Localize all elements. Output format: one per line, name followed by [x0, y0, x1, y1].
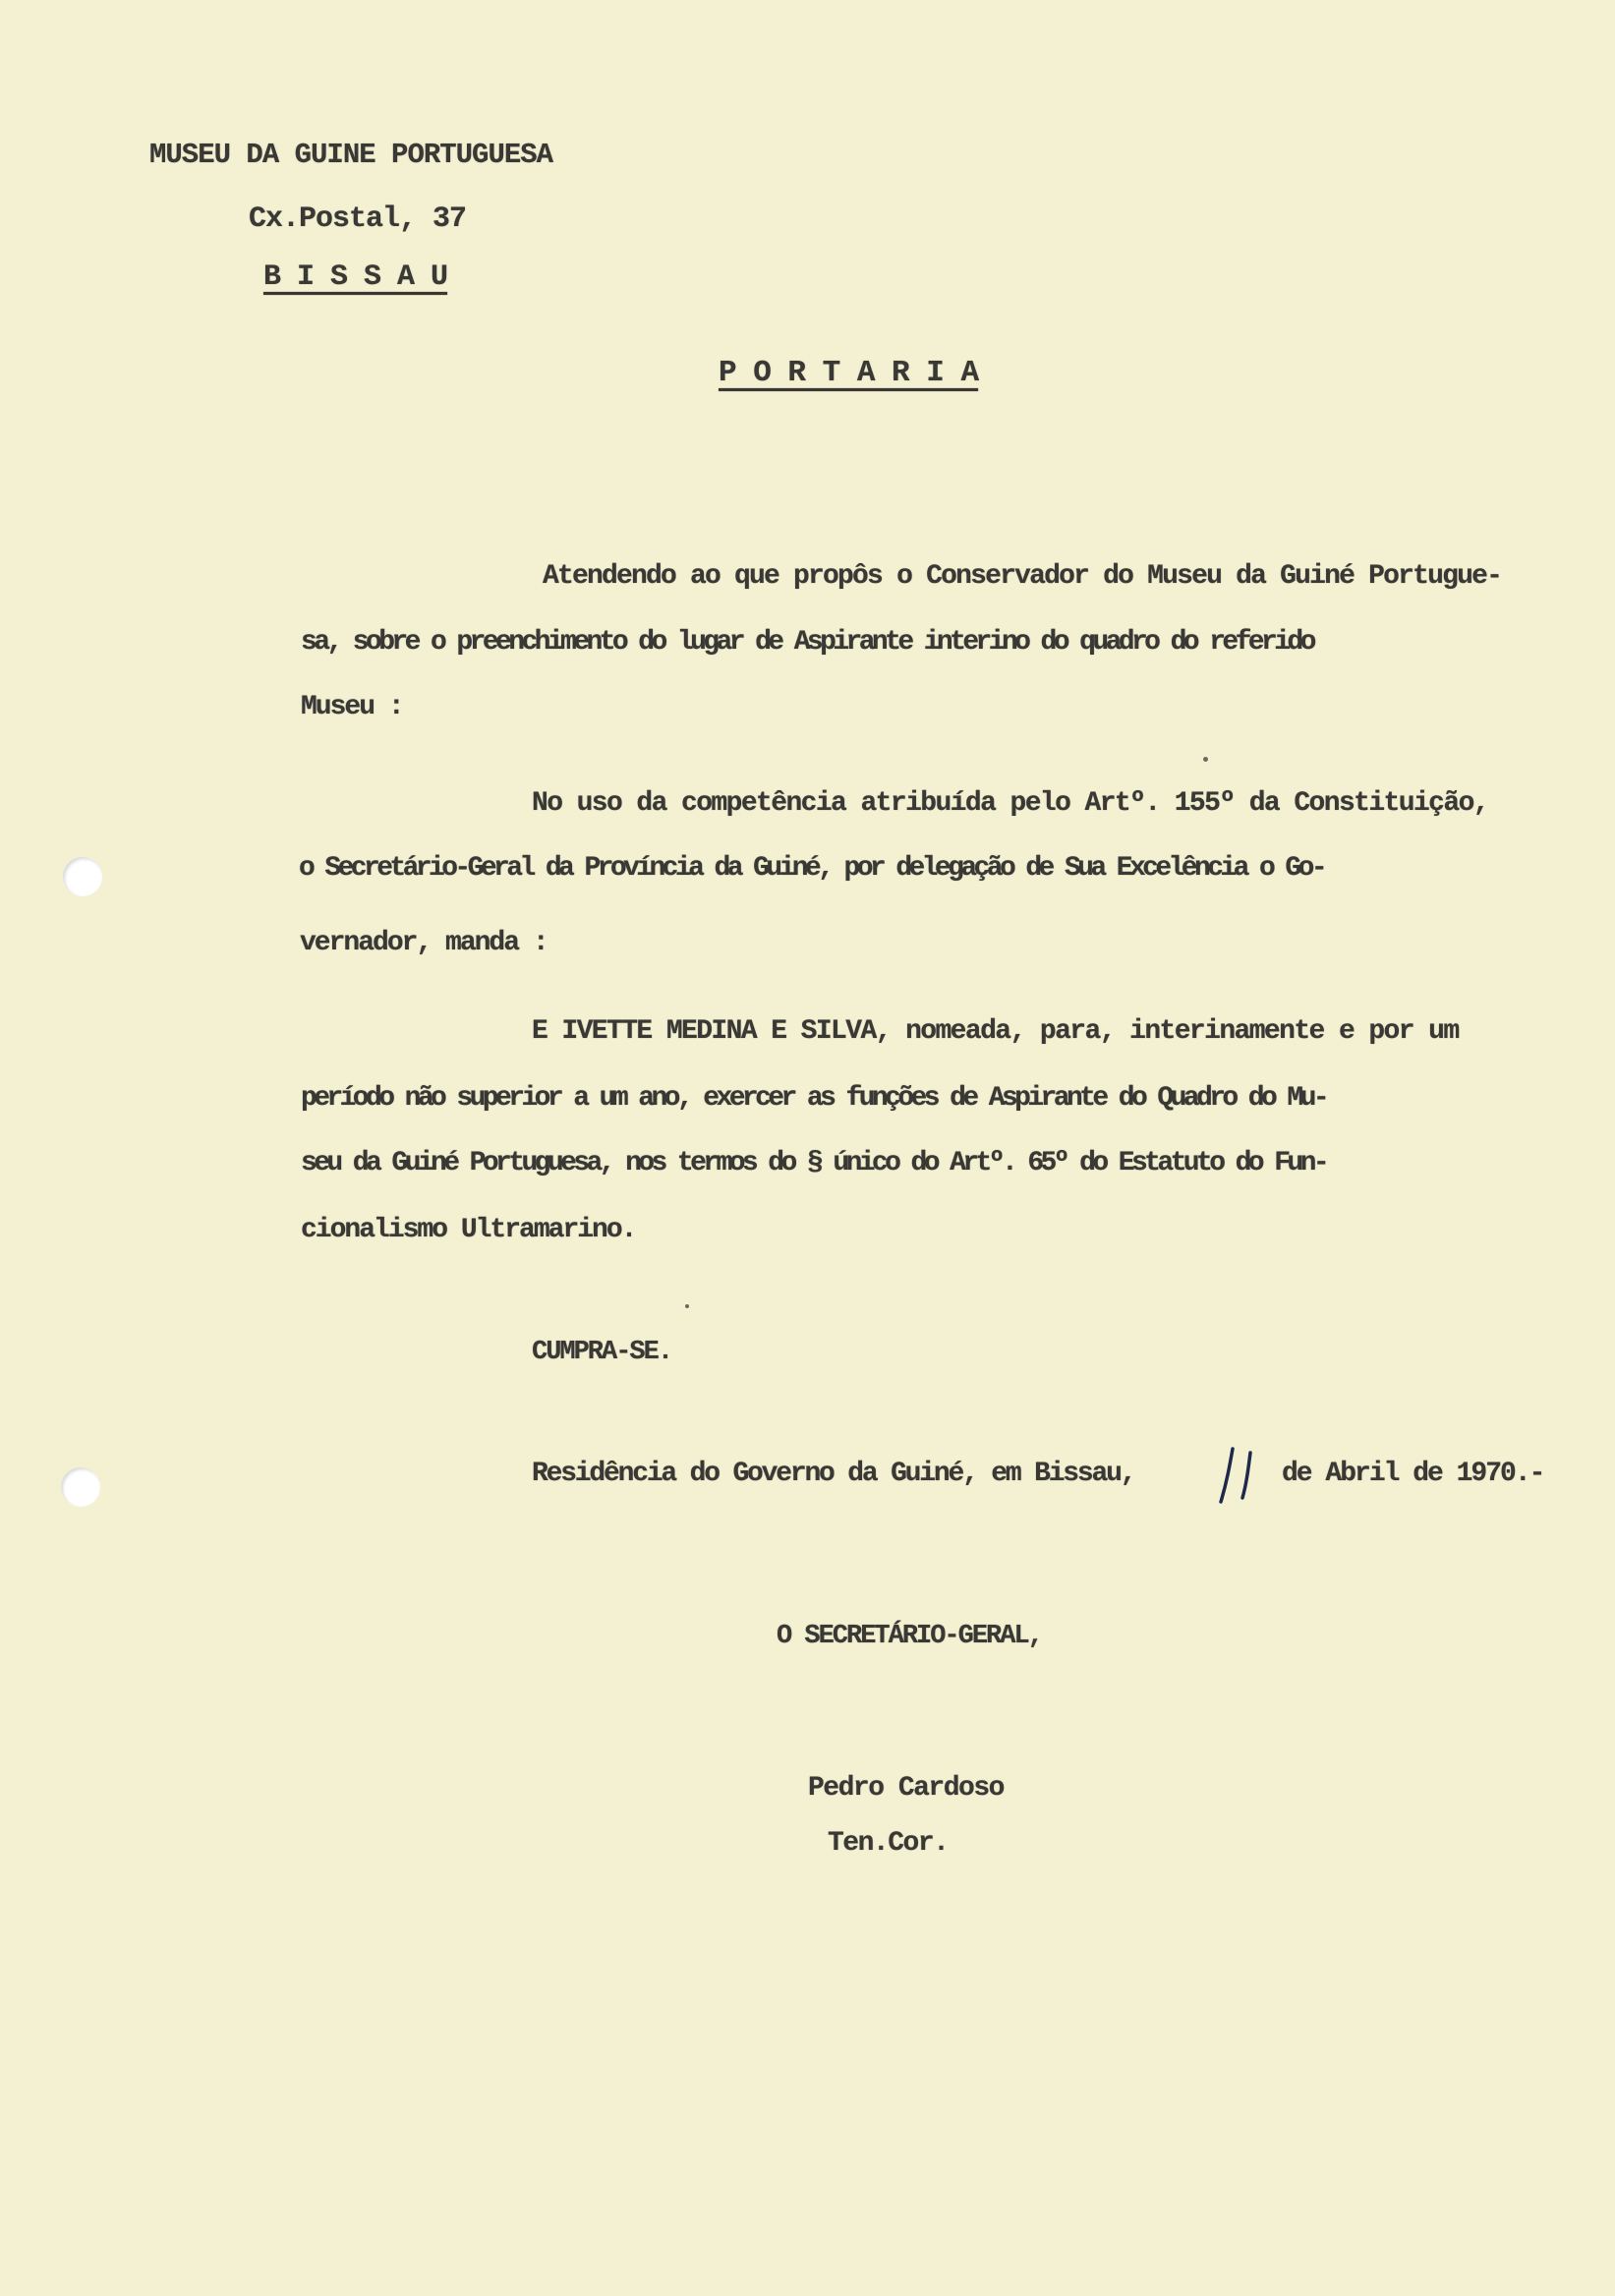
- postal-address: Cx.Postal, 37: [249, 202, 467, 236]
- institution-name: MUSEU DA GUINE PORTUGUESA: [149, 139, 553, 171]
- paragraph-3-line-4: cionalismo Ultramarino.: [301, 1215, 636, 1245]
- date-line-prefix: Residência do Governo da Guiné, em Bissau,: [532, 1459, 1135, 1489]
- date-line-suffix: de Abril de 1970.-: [1282, 1459, 1544, 1489]
- city-name: B I S S A U: [263, 260, 448, 294]
- ink-speck: [1203, 757, 1208, 762]
- document-title: P O R T A R I A: [719, 356, 979, 390]
- signatory-name: Pedro Cardoso: [808, 1773, 1004, 1804]
- paragraph-1-line-2: sa, sobre o preenchimento do lugar de Aspirante interino do quadro do referido: [301, 627, 1313, 658]
- cumpra-se: CUMPRA-SE.: [532, 1338, 672, 1367]
- ink-speck: [685, 1304, 689, 1308]
- paragraph-2-line-2: o Secretário-Geral da Província da Guiné, por delegação de Sua Excelência o Go-: [299, 853, 1325, 884]
- paragraph-3-line-1: E IVETTE MEDINA E SILVA, nomeada, para, interinamente e por um: [532, 1016, 1459, 1047]
- paragraph-3-line-2: período não superior a um ano, exercer as funções de Aspirante do Quadro do Mu-: [301, 1083, 1327, 1114]
- paragraph-2-line-3: vernador, manda :: [300, 928, 548, 958]
- paragraph-2-line-1: No uso da competência atribuída pelo Artº. 155º da Constituição,: [532, 788, 1488, 819]
- paragraph-1-line-3: Museu :: [301, 692, 403, 722]
- punch-hole-bottom: [61, 1467, 100, 1507]
- punch-hole-top: [63, 857, 102, 896]
- signatory-rank: Ten.Cor.: [828, 1828, 949, 1859]
- signatory-role: O SECRETÁRIO-GERAL,: [777, 1622, 1042, 1651]
- handwritten-day: [1213, 1441, 1272, 1510]
- paragraph-1-line-1: Atendendo ao que propôs o Conservador do Museu da Guiné Portugue-: [543, 561, 1502, 592]
- paragraph-3-line-3: seu da Guiné Portuguesa, nos termos do § único do Artº. 65º do Estatuto do Fun-: [301, 1148, 1327, 1178]
